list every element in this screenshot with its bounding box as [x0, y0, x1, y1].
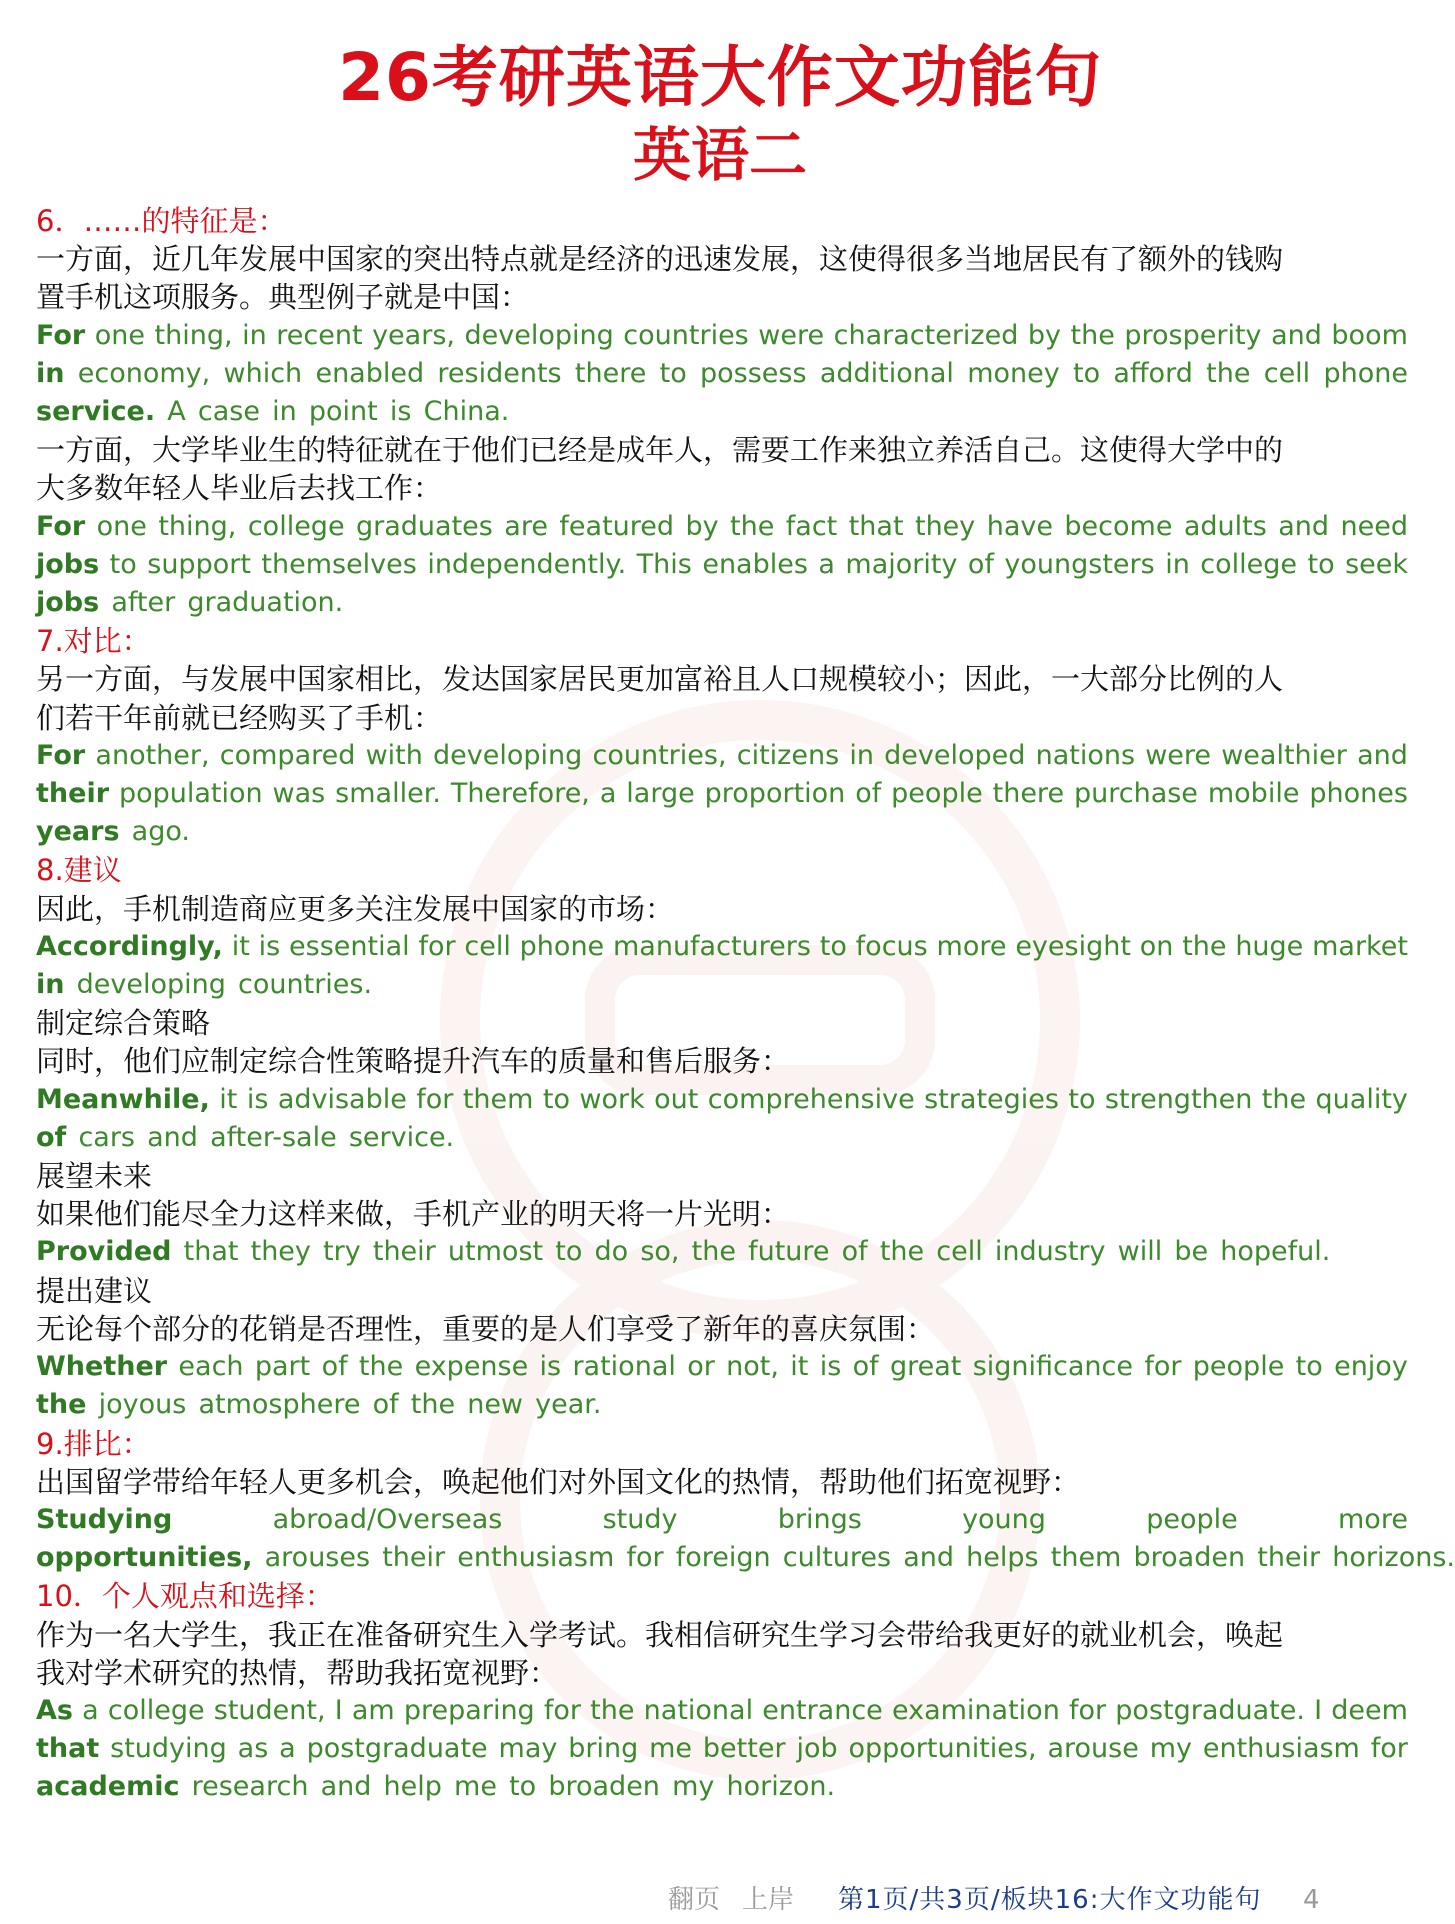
english-word: helps [966, 1542, 1039, 1574]
english-word: part [254, 1351, 311, 1383]
english-word: the [36, 1389, 87, 1421]
english-word: so, [640, 1236, 680, 1268]
english-word: of [372, 1389, 399, 1421]
english-word: new [467, 1389, 524, 1421]
english-word: not, [726, 1351, 779, 1383]
english-word: their [36, 778, 110, 810]
english-word: for [543, 1694, 581, 1726]
chinese-sentence-line: 作为一名大学生，我正在准备研究生入学考试。我相信研究生学习会带给我更好的就业机会，唤起 [36, 1617, 1284, 1652]
english-word: proportion [704, 778, 846, 810]
english-word: cell [936, 1236, 983, 1268]
english-word: cultures [782, 1542, 892, 1574]
english-word: economy, [77, 357, 211, 389]
english-word: become [1064, 510, 1173, 542]
english-sentence-line [36, 1233, 1408, 1271]
english-word: to [542, 1083, 570, 1115]
english-word: preparing [403, 1694, 535, 1726]
english-word: prosperity [1124, 319, 1262, 351]
english-word: it [219, 1083, 238, 1115]
english-word: graduates [356, 510, 493, 542]
english-word: jobs [36, 587, 100, 619]
english-word: one [94, 319, 145, 351]
english-word: developing [433, 739, 583, 771]
english-word: nations [1035, 739, 1136, 771]
english-word: study [602, 1503, 678, 1535]
english-sentence-line [36, 1348, 1408, 1386]
english-word: countries, [592, 739, 727, 771]
english-word: fact [785, 510, 838, 542]
english-word: years, [372, 319, 455, 351]
english-word: service. [36, 396, 156, 428]
english-word: joyous [98, 1389, 187, 1421]
english-word: the [879, 1236, 925, 1268]
section-heading: 6．……的特征是： [36, 204, 287, 238]
english-word: thing, [154, 319, 233, 351]
english-word: or [687, 1351, 715, 1383]
english-word: that [36, 1733, 100, 1765]
english-word: help [383, 1771, 442, 1803]
page-number: 4 [1303, 1885, 1320, 1915]
english-word: to [109, 548, 137, 580]
english-word: ago. [131, 816, 190, 848]
english-word: their [382, 1542, 446, 1574]
english-word: academic [36, 1771, 180, 1803]
english-sentence-line [36, 546, 1408, 584]
english-word: comprehensive [707, 1083, 915, 1115]
english-word: industry [994, 1236, 1106, 1268]
english-word: cell [1263, 357, 1311, 389]
english-word: after [111, 587, 176, 619]
english-sentence-line [36, 928, 1408, 966]
english-word: there [992, 778, 1065, 810]
english-word: they [250, 1236, 311, 1268]
english-word: enjoy [1334, 1351, 1408, 1383]
english-word: by [1027, 319, 1062, 351]
english-word: student, [213, 1694, 326, 1726]
english-word: phone [1323, 357, 1408, 389]
english-word: years [36, 816, 120, 848]
english-word: smaller. [335, 778, 441, 810]
english-word: I [1314, 1694, 1323, 1726]
chinese-sentence-line: 一方面，大学毕业生的特征就在于他们已经是成年人，需要工作来独立养活自己。这使得大学中的 [36, 433, 1284, 468]
english-sentence-line [36, 1081, 1408, 1119]
english-word: that [848, 510, 904, 542]
english-word: for [1370, 1733, 1408, 1765]
english-word: strategies [924, 1083, 1059, 1115]
english-word: utmost [447, 1236, 544, 1268]
english-word: rational [572, 1351, 676, 1383]
english-word: support [147, 548, 251, 580]
english-word: they [914, 510, 976, 542]
english-word: enables [702, 548, 808, 580]
english-word: developing [464, 319, 614, 351]
english-word: that [183, 1236, 239, 1268]
english-word: try [323, 1236, 361, 1268]
english-word: for [418, 930, 456, 962]
english-word: each [178, 1351, 244, 1383]
english-word: youngsters [1004, 548, 1155, 580]
english-word: better [702, 1733, 786, 1765]
english-sentence-line [36, 317, 1408, 355]
english-word: opportunities, [36, 1542, 253, 1574]
chinese-sentence-line: 提出建议 [36, 1273, 153, 1308]
english-word: for [1068, 1694, 1107, 1726]
english-word: was [272, 778, 326, 810]
english-word: the [1070, 319, 1115, 351]
english-word: brings [777, 1503, 862, 1535]
english-sentence-line [36, 737, 1408, 775]
english-word: Therefore, [450, 778, 590, 810]
english-word: it [790, 1351, 809, 1383]
english-word: postgraduate [306, 1733, 488, 1765]
english-word: citizens [736, 739, 840, 771]
english-word: a [82, 1694, 99, 1726]
footer [0, 1880, 1440, 1920]
english-word: of [841, 1236, 868, 1268]
english-word: For [36, 510, 86, 542]
english-word: need [1340, 510, 1408, 542]
english-word: studying [110, 1733, 227, 1765]
english-word: phones [1309, 778, 1408, 810]
english-word: out [654, 1083, 699, 1115]
english-word: of [321, 1351, 348, 1383]
chinese-sentence-line: 另一方面，与发展中国家相比，发达国家居民更加富裕且人口规模较小；因此，一大部分比例的人 [36, 662, 1284, 697]
english-word: people [1146, 1503, 1238, 1535]
chinese-sentence-line: 展望未来 [36, 1159, 153, 1194]
english-word: people [1192, 1351, 1285, 1383]
chinese-sentence-line: 置手机这项服务。典型例子就是中国： [36, 280, 530, 315]
english-sentence-line [36, 1539, 1455, 1577]
english-word: cars [78, 1121, 135, 1153]
section-heading: 10．个人观点和选择： [36, 1579, 334, 1614]
english-word: enabled [315, 357, 425, 389]
english-word: This [636, 548, 692, 580]
english-word: in [36, 357, 65, 389]
english-word: characterized [833, 319, 1019, 351]
english-word: Meanwhile, [36, 1083, 210, 1115]
english-word: in [849, 739, 874, 771]
english-word: of [967, 548, 994, 580]
english-word: have [986, 510, 1053, 542]
english-word: abroad/Overseas [272, 1503, 503, 1535]
english-word: additional [819, 357, 954, 389]
chinese-sentence-line: 因此，手机制造商应更多关注发展中国家的市场： [36, 891, 675, 926]
english-sentence-line [36, 775, 1408, 813]
english-word: broaden [1133, 1542, 1246, 1574]
english-word: were [1145, 739, 1212, 771]
english-word: a [818, 548, 835, 580]
english-word: recent [276, 319, 363, 351]
header [0, 0, 1440, 192]
english-word: people [891, 778, 983, 810]
english-word: young [962, 1503, 1046, 1535]
page-title: 26考研英语大作文功能句 [338, 39, 1102, 116]
english-word: my [672, 1771, 715, 1803]
english-word: a [279, 1733, 296, 1765]
english-word: for [626, 1542, 664, 1574]
english-word: possess [700, 357, 807, 389]
english-word: national [643, 1694, 754, 1726]
english-word: with [365, 739, 423, 771]
english-word: to [555, 1236, 583, 1268]
english-word: foreign [675, 1542, 771, 1574]
english-word: money [967, 357, 1060, 389]
english-word: is [539, 1351, 562, 1383]
english-word: opportunities, [848, 1733, 1037, 1765]
english-word: there [574, 357, 647, 389]
chinese-sentence-line: 无论每个部分的花销是否理性，重要的是人们享受了新年的喜庆氛围： [36, 1311, 936, 1346]
chinese-sentence-line: 如果他们能尽全力这样来做，手机产业的明天将一片光明： [36, 1197, 791, 1232]
english-word: to [1068, 1083, 1096, 1115]
english-word: year. [535, 1389, 602, 1421]
english-word: be [1174, 1236, 1209, 1268]
english-word: me [454, 1771, 497, 1803]
english-word: seek [1345, 548, 1408, 580]
english-word: countries. [238, 969, 373, 1001]
english-word: entrance [762, 1694, 883, 1726]
english-word: expense [414, 1351, 529, 1383]
section-heading: 9.排比： [36, 1426, 151, 1461]
english-word: postgraduate. [1115, 1694, 1305, 1726]
english-word: the [1182, 930, 1227, 962]
english-word: college [1200, 548, 1298, 580]
english-word: future [748, 1236, 830, 1268]
english-word: in [1165, 548, 1190, 580]
english-sentence-line [36, 1730, 1408, 1768]
english-word: the [410, 1389, 456, 1421]
page-subtitle: 英语二 [632, 121, 807, 189]
english-sentence-line [36, 584, 1408, 622]
english-word: population [118, 778, 263, 810]
english-word: China. [423, 396, 510, 428]
english-word: and [1271, 319, 1322, 351]
chinese-sentence-line: 一方面，近几年发展中国家的突出特点就是经济的迅速发展，这使得很多当地居民有了额外的钱购 [36, 242, 1284, 277]
english-word: Studying [36, 1503, 173, 1535]
english-word: for [416, 1083, 454, 1115]
english-word: the [730, 510, 775, 542]
english-word: of [852, 1351, 879, 1383]
english-word: arouse [1047, 1733, 1139, 1765]
english-word: enthusiasm [1202, 1733, 1360, 1765]
english-word: manufacturers [612, 930, 811, 962]
document-body [36, 202, 1455, 1807]
english-word: adults [1183, 510, 1267, 542]
english-word: a [599, 778, 617, 810]
english-word: job [796, 1733, 838, 1765]
english-word: in [272, 396, 297, 428]
english-word: their [1257, 1542, 1321, 1574]
english-word: hopeful. [1220, 1236, 1331, 1268]
english-word: do [594, 1236, 629, 1268]
english-word: A [167, 396, 186, 428]
english-word: large [626, 778, 695, 810]
english-word: their [372, 1236, 436, 1268]
english-word: in [36, 969, 65, 1001]
english-word: them [1050, 1542, 1122, 1574]
english-word: and [147, 1121, 198, 1153]
english-sentence-line [36, 1119, 1408, 1157]
english-word: and [320, 1771, 372, 1803]
section-heading: 7.对比： [36, 624, 151, 659]
english-word: on [1139, 930, 1174, 962]
chinese-sentence-line: 同时，他们应制定综合性策略提升汽车的质量和售后服务： [36, 1044, 791, 1079]
english-word: more [936, 930, 1007, 962]
english-sentence-line [36, 1501, 1408, 1539]
english-sentence-line [36, 1386, 1408, 1424]
english-word: the [358, 1351, 404, 1383]
english-word: me [649, 1733, 693, 1765]
english-word: college [107, 1694, 205, 1726]
english-word: of [36, 1121, 67, 1153]
english-word: as [237, 1733, 269, 1765]
english-word: by [685, 510, 719, 542]
english-word: phone [519, 930, 605, 962]
english-word: is [389, 396, 412, 428]
english-word: the [691, 1236, 736, 1268]
english-word: developing [76, 969, 226, 1001]
english-sentence-line [36, 508, 1408, 546]
flip-page-label[interactable]: 翻页 [668, 1885, 721, 1915]
english-word: great [889, 1351, 962, 1383]
page-navigation[interactable]: 第1页/共3页/板块16:大作文功能句 [838, 1885, 1262, 1915]
english-word: eyesight [1015, 930, 1131, 962]
english-word: atmosphere [198, 1389, 361, 1421]
english-word: huge [1235, 930, 1304, 962]
english-word: college [247, 510, 345, 542]
english-word: the [590, 1694, 635, 1726]
english-word: afford [1113, 357, 1193, 389]
chinese-sentence-line: 制定综合策略 [36, 1006, 211, 1041]
english-word: Accordingly, [36, 930, 223, 962]
english-word: and [1357, 739, 1408, 771]
english-word: bring [568, 1733, 639, 1765]
english-word: graduation. [187, 587, 344, 619]
english-word: is [246, 1083, 269, 1115]
english-word: thing, [158, 510, 237, 542]
english-word: focus [855, 930, 928, 962]
section-heading: 8.建议 [36, 853, 122, 888]
english-word: which [223, 357, 303, 389]
english-word: another, [95, 739, 210, 771]
english-word: to [1295, 1351, 1323, 1383]
english-word: and [903, 1542, 955, 1574]
english-word: broaden [548, 1771, 660, 1803]
english-sentence-line [36, 1692, 1408, 1730]
english-word: will [1117, 1236, 1163, 1268]
english-word: is [258, 930, 281, 962]
english-word: boom [1331, 319, 1408, 351]
english-word: jobs [36, 548, 100, 580]
english-sentence-line [36, 966, 1408, 1004]
english-word: significance [972, 1351, 1133, 1383]
english-word: residents [437, 357, 562, 389]
english-word: horizons. [1332, 1542, 1455, 1574]
english-word: one [96, 510, 147, 542]
english-word: market [1312, 930, 1408, 962]
english-word: service. [348, 1121, 455, 1153]
english-word: majority [845, 548, 958, 580]
english-word: quality [1315, 1083, 1408, 1115]
english-word: more [1338, 1503, 1408, 1535]
english-word: I [334, 1694, 343, 1726]
english-word: and [1278, 510, 1330, 542]
english-word: research [191, 1771, 309, 1803]
english-word: the [1261, 1083, 1307, 1115]
english-word: As [36, 1694, 73, 1726]
chinese-sentence-line: 出国留学带给年轻人更多机会，唤起他们对外国文化的热情，帮助他们拓宽视野： [36, 1464, 1081, 1499]
english-word: strengthen [1104, 1083, 1253, 1115]
english-word: to [1073, 357, 1101, 389]
english-word: mobile [1207, 778, 1300, 810]
english-word: is [819, 1351, 842, 1383]
english-word: countries [623, 319, 749, 351]
english-word: Whether [36, 1351, 168, 1383]
english-word: to [509, 1771, 537, 1803]
english-word: For [36, 319, 86, 351]
english-word: arouses [264, 1542, 371, 1574]
english-word: case [197, 396, 260, 428]
english-word: Provided [36, 1236, 172, 1268]
english-word: the [1206, 357, 1251, 389]
english-word: deem [1331, 1694, 1408, 1726]
english-word: wealthier [1221, 739, 1347, 771]
english-sentence-line [36, 1768, 1408, 1806]
english-word: to [819, 930, 847, 962]
english-word: purchase [1073, 778, 1198, 810]
english-word: independently. [427, 548, 627, 580]
english-word: my [1149, 1733, 1192, 1765]
english-word: point [308, 396, 378, 428]
english-word: to [659, 357, 687, 389]
english-word: cell [464, 930, 511, 962]
chinese-sentence-line: 大多数年轻人毕业后去找工作： [36, 471, 443, 506]
english-word: work [579, 1083, 645, 1115]
english-word: horizon. [726, 1771, 836, 1803]
english-word: compared [219, 739, 356, 771]
english-word: after-sale [210, 1121, 337, 1153]
english-word: may [498, 1733, 558, 1765]
english-word: essential [289, 930, 410, 962]
english-word: them [462, 1083, 534, 1115]
english-word: for [1144, 1351, 1182, 1383]
english-word: examination [891, 1694, 1060, 1726]
english-word: to [1307, 548, 1335, 580]
english-word: developed [884, 739, 1026, 771]
english-sentence-line [36, 813, 1408, 851]
english-word: were [758, 319, 825, 351]
english-word: are [504, 510, 548, 542]
english-word: themselves [261, 548, 417, 580]
english-word: of [855, 778, 882, 810]
chinese-sentence-line: 们若干年前就已经购买了手机： [36, 700, 443, 735]
english-word: advisable [277, 1083, 407, 1115]
chinese-sentence-line: 我对学术研究的热情，帮助我拓宽视野： [36, 1655, 559, 1690]
english-word: am [351, 1694, 395, 1726]
english-word: enthusiasm [457, 1542, 615, 1574]
english-word: featured [559, 510, 675, 542]
english-word: in [242, 319, 267, 351]
english-word: For [36, 739, 86, 771]
english-word: it [231, 930, 250, 962]
shore-label: 上岸 [742, 1885, 795, 1915]
english-sentence-line [36, 393, 1408, 431]
english-sentence-line [36, 355, 1408, 393]
